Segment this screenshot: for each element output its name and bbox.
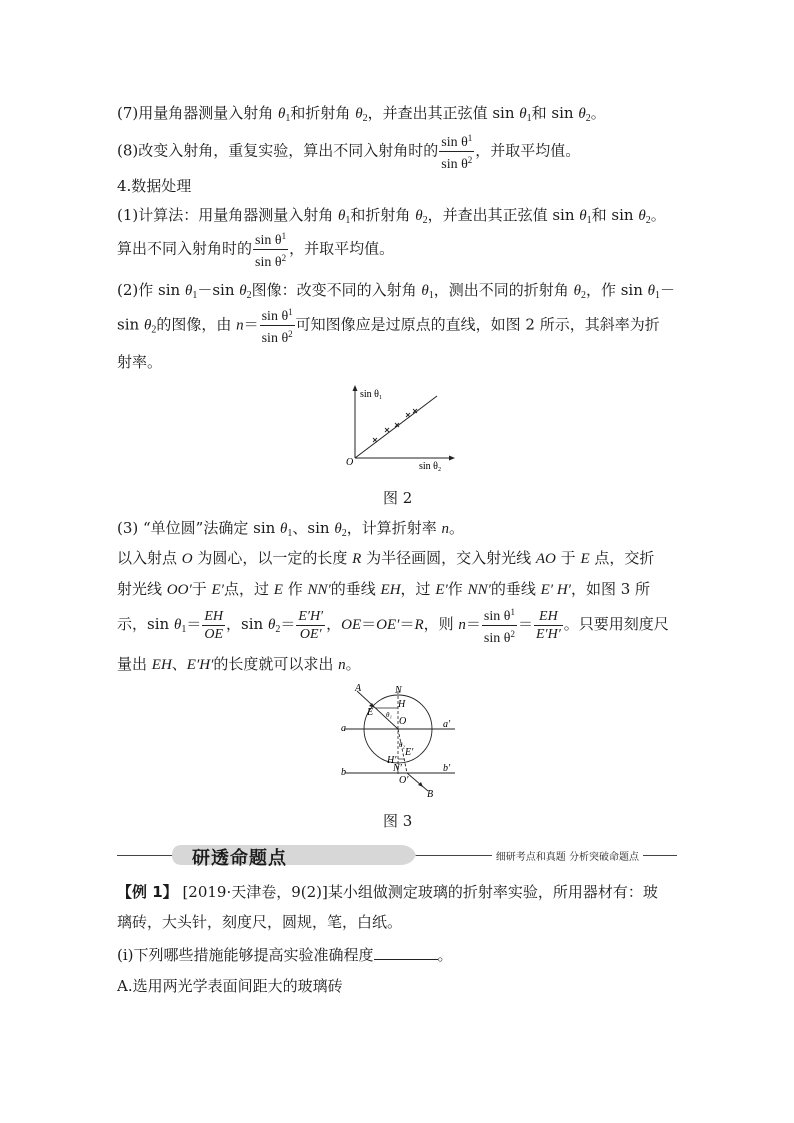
section-bar [117, 843, 677, 867]
fit-line [355, 396, 437, 458]
label-a-prime: a′ [443, 719, 451, 730]
method-3: (3) “单位圆”法确定 $\sin \theta_1$、$\sin \theta_2$，计算折射率 n。 [117, 519, 465, 539]
unit-circle-para-1: 以入射点 O 为圆心，以一定的长度 R 为半径画圆，交入射光线 AO 于 E 点，交折 [117, 549, 655, 567]
unit-circle-para-3: 示，$\sin \theta_1=$ $\frac{EH}{OE}$ ，$\sin \theta_2=$ $\frac{E'H'}{OE'}$ ，OE＝OE′＝R，则 n＝ $\frac{\sin \theta^1}{\sin \theta^2}$ ＝ $\frac{EH}{E'H'}$ 。只要用刻度尺 [117, 603, 669, 651]
label-N-prime: N′ [393, 763, 402, 774]
figure-2-graph [340, 383, 460, 473]
label-B: B [427, 789, 434, 798]
step-8: (8)改变入射角，重复实验，算出不同入射角时的 $\frac{\sin \theta^1}{\sin \theta^2}$ ，并取平均值。 [117, 130, 580, 173]
step-7: (7)用量角器测量入射角 $\theta_1$和折射角 $\theta_2$，并查出其正弦值 $\sin \theta_1$和 $\sin \theta_2$。 [117, 104, 606, 124]
example-1: 【例 1】 [2019·天津卷，9(2)]某小组做测定玻璃的折射率实验，所用器材有：玻 [117, 883, 658, 901]
sin-ratio-fraction: $\frac{\sin \theta^1}{\sin \theta^2}$ [439, 130, 474, 173]
example-1-cont: 璃砖，大头针，刻度尺，圆规，笔，白纸。 [117, 913, 403, 931]
label-theta1: θ₁ [386, 711, 392, 719]
unit-circle-para-4: 量出 EH、E′H′的长度就可以求出 n。 [117, 655, 361, 673]
section-subtitle: 细研考点和真题 分析突破命题点 [492, 848, 643, 863]
label-a: a [341, 723, 346, 734]
example-tag: 【例 1】 [117, 883, 178, 901]
question-i: (ⅰ)下列哪些措施能够提高实验准确程度 。 [117, 946, 453, 964]
emergent-ray [407, 773, 428, 791]
y-axis-label: $\sin \theta_1$ [360, 389, 382, 401]
label-A: A [355, 683, 362, 694]
incident-ray [357, 691, 398, 729]
method-2: (2)作 $\sin \theta_1-\sin$ $\theta_2$图像：改变不同的入射角 $\theta_1$，测出不同的折射角 $\theta_2$，作 $\sin \theta_1-$ [117, 281, 676, 301]
method-1: (1)计算法：用量角器测量入射角 $\theta_1$和折射角 $\theta_2$，并查出其正弦值 $\sin \theta_1$和 $\sin \theta_2$。 [117, 206, 666, 226]
label-b: b [341, 767, 346, 778]
figure-3-caption: 图 3 [383, 812, 413, 830]
method-2-cont: $\sin \theta_2$的图像，由 n＝ $\frac{\sin \theta^1}{\sin \theta^2}$ 可知图像应是过原点的直线，如图 2 所示，其斜率为折 [117, 304, 660, 350]
section-heading-data-processing: 4.数据处理 [117, 177, 192, 195]
label-H: H [398, 699, 406, 710]
figure-2-caption: 图 2 [383, 489, 413, 507]
y-axis-arrow [353, 385, 358, 391]
x-axis-label: $\sin \theta_2$ [419, 461, 441, 473]
data-points [373, 409, 417, 442]
answer-blank[interactable] [374, 945, 438, 960]
unit-circle-para-2: 射光线 OO′于 E′点，过 E 作 NN′的垂线 EH，过 E′作 NN′的垂线 E′ H′，如图 3 所 [117, 580, 651, 598]
label-O: O [399, 716, 407, 727]
label-N: N [395, 685, 402, 696]
label-E-prime: E′ [405, 747, 414, 758]
x-axis-arrow [449, 456, 455, 461]
label-E: E [367, 707, 374, 718]
method-1-cont: 算出不同入射角时的 $\frac{\sin \theta^1}{\sin \theta^2}$ ，并取平均值。 [117, 228, 394, 271]
section-title: 研透命题点 [192, 848, 287, 869]
label-O-prime: O′ [399, 775, 409, 786]
figure-3-diagram [335, 683, 465, 798]
method-2-cont2: 射率。 [117, 353, 163, 371]
label-b-prime: b′ [443, 763, 451, 774]
origin-label: O [346, 457, 354, 468]
label-H-prime: H′ [387, 755, 397, 766]
option-a: A.选用两光学表面间距大的玻璃砖 [117, 977, 343, 995]
label-theta2: θ₂ [399, 741, 405, 749]
